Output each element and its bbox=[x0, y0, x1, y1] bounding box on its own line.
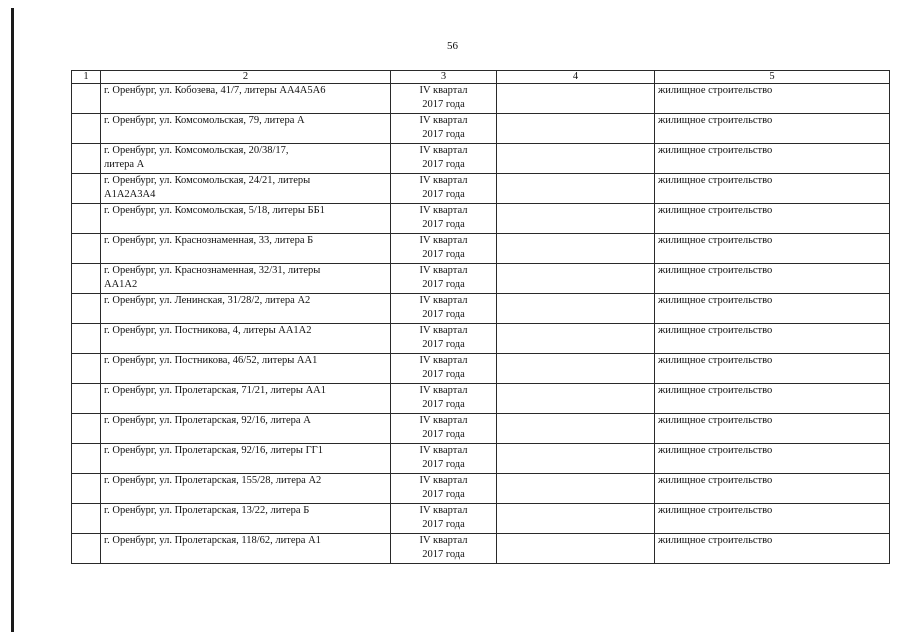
note-cell bbox=[497, 384, 655, 414]
period-line: 2017 года bbox=[422, 398, 465, 410]
period-cell bbox=[391, 504, 497, 534]
period-line: 2017 года bbox=[422, 308, 465, 320]
period-line: IV квартал bbox=[419, 295, 468, 306]
period-line: 2017 года bbox=[422, 158, 465, 170]
table-row bbox=[72, 444, 890, 474]
address-line: литера А bbox=[104, 158, 145, 170]
note-cell bbox=[497, 324, 655, 354]
data-table bbox=[71, 70, 890, 564]
period-line: IV квартал bbox=[419, 115, 468, 126]
address-line: г. Оренбург, ул. Постникова, 46/52, литеры АА1 bbox=[104, 355, 318, 366]
period-cell bbox=[391, 384, 497, 414]
period-cell bbox=[391, 414, 497, 444]
note-cell bbox=[497, 204, 655, 234]
address-line: г. Оренбург, ул. Комсомольская, 79, литера А bbox=[104, 115, 305, 126]
address-line: г. Оренбург, ул. Комсомольская, 20/38/17, bbox=[104, 145, 289, 156]
purpose-cell: жилищное строительство bbox=[655, 414, 890, 444]
address-cell bbox=[101, 174, 391, 204]
purpose-cell: жилищное строительство bbox=[655, 144, 890, 174]
page-number: 56 bbox=[447, 40, 458, 52]
address-cell bbox=[101, 414, 391, 444]
period-line: IV квартал bbox=[419, 85, 468, 96]
row-number-cell bbox=[72, 444, 101, 474]
purpose-cell: жилищное строительство bbox=[655, 534, 890, 564]
row-number-cell bbox=[72, 474, 101, 504]
period-cell bbox=[391, 534, 497, 564]
table-row bbox=[72, 234, 890, 264]
period-line: IV квартал bbox=[419, 325, 468, 336]
table-row bbox=[72, 204, 890, 234]
address-cell bbox=[101, 504, 391, 534]
period-line: 2017 года bbox=[422, 278, 465, 290]
address-line: г. Оренбург, ул. Пролетарская, 71/21, литеры АА1 bbox=[104, 385, 327, 396]
address-cell bbox=[101, 444, 391, 474]
period-line: 2017 года bbox=[422, 338, 465, 350]
row-number-cell bbox=[72, 294, 101, 324]
table-row bbox=[72, 264, 890, 294]
address-cell bbox=[101, 354, 391, 384]
address-line: г. Оренбург, ул. Пролетарская, 118/62, литера А1 bbox=[104, 535, 321, 546]
period-cell bbox=[391, 294, 497, 324]
purpose-cell: жилищное строительство bbox=[655, 114, 890, 144]
period-cell bbox=[391, 354, 497, 384]
header-cell-1: 1 bbox=[72, 71, 101, 84]
note-cell bbox=[497, 294, 655, 324]
period-line: 2017 года bbox=[422, 98, 465, 110]
row-number-cell bbox=[72, 204, 101, 234]
row-number-cell bbox=[72, 414, 101, 444]
purpose-cell: жилищное строительство bbox=[655, 354, 890, 384]
row-number-cell bbox=[72, 384, 101, 414]
period-cell bbox=[391, 204, 497, 234]
period-cell bbox=[391, 114, 497, 144]
period-line: 2017 года bbox=[422, 518, 465, 530]
purpose-cell: жилищное строительство bbox=[655, 474, 890, 504]
table-row bbox=[72, 174, 890, 204]
address-line: г. Оренбург, ул. Постникова, 4, литеры АА1А2 bbox=[104, 325, 312, 336]
period-cell bbox=[391, 474, 497, 504]
period-line: IV квартал bbox=[419, 445, 468, 456]
period-line: IV квартал bbox=[419, 205, 468, 216]
purpose-cell: жилищное строительство bbox=[655, 84, 890, 114]
period-cell bbox=[391, 324, 497, 354]
address-line: г. Оренбург, ул. Пролетарская, 13/22, литера Б bbox=[104, 505, 310, 516]
table-header-row bbox=[72, 71, 890, 84]
period-cell bbox=[391, 234, 497, 264]
period-cell bbox=[391, 264, 497, 294]
period-line: IV квартал bbox=[419, 535, 468, 546]
note-cell bbox=[497, 414, 655, 444]
purpose-cell: жилищное строительство bbox=[655, 324, 890, 354]
note-cell bbox=[497, 444, 655, 474]
row-number-cell bbox=[72, 234, 101, 264]
address-line: г. Оренбург, ул. Ленинская, 31/28/2, литера А2 bbox=[104, 295, 311, 306]
period-line: IV квартал bbox=[419, 235, 468, 246]
period-line: 2017 года bbox=[422, 368, 465, 380]
period-line: 2017 года bbox=[422, 218, 465, 230]
period-cell bbox=[391, 144, 497, 174]
row-number-cell bbox=[72, 84, 101, 114]
address-line: АА1А2 bbox=[104, 278, 138, 290]
period-line: IV квартал bbox=[419, 265, 468, 276]
address-cell bbox=[101, 84, 391, 114]
note-cell bbox=[497, 354, 655, 384]
note-cell bbox=[497, 174, 655, 204]
address-cell bbox=[101, 204, 391, 234]
row-number-cell bbox=[72, 324, 101, 354]
note-cell bbox=[497, 234, 655, 264]
period-line: IV квартал bbox=[419, 145, 468, 156]
note-cell bbox=[497, 504, 655, 534]
row-number-cell bbox=[72, 354, 101, 384]
address-line: г. Оренбург, ул. Комсомольская, 5/18, литеры ББ1 bbox=[104, 205, 325, 216]
note-cell bbox=[497, 144, 655, 174]
period-line: 2017 года bbox=[422, 128, 465, 140]
address-line: г. Оренбург, ул. Пролетарская, 92/16, литера А bbox=[104, 415, 311, 426]
address-cell bbox=[101, 144, 391, 174]
header-cell-4: 4 bbox=[497, 71, 655, 84]
note-cell bbox=[497, 114, 655, 144]
note-cell bbox=[497, 264, 655, 294]
table-row bbox=[72, 114, 890, 144]
period-line: IV квартал bbox=[419, 475, 468, 486]
table-row bbox=[72, 144, 890, 174]
period-line: 2017 года bbox=[422, 548, 465, 560]
address-cell bbox=[101, 234, 391, 264]
address-cell bbox=[101, 294, 391, 324]
period-cell bbox=[391, 84, 497, 114]
address-line: г. Оренбург, ул. Краснознаменная, 33, литера Б bbox=[104, 235, 314, 246]
purpose-cell: жилищное строительство bbox=[655, 294, 890, 324]
address-cell bbox=[101, 324, 391, 354]
purpose-cell: жилищное строительство bbox=[655, 444, 890, 474]
address-cell bbox=[101, 264, 391, 294]
table-row bbox=[72, 84, 890, 114]
row-number-cell bbox=[72, 534, 101, 564]
table-row bbox=[72, 354, 890, 384]
table-row bbox=[72, 324, 890, 354]
period-line: IV квартал bbox=[419, 385, 468, 396]
row-number-cell bbox=[72, 174, 101, 204]
header-cell-5: 5 bbox=[655, 71, 890, 84]
period-line: 2017 года bbox=[422, 188, 465, 200]
address-line: г. Оренбург, ул. Краснознаменная, 32/31, литеры bbox=[104, 265, 321, 276]
period-cell bbox=[391, 174, 497, 204]
period-line: IV квартал bbox=[419, 355, 468, 366]
address-line: г. Оренбург, ул. Пролетарская, 92/16, литеры ГГ1 bbox=[104, 445, 323, 456]
period-line: 2017 года bbox=[422, 488, 465, 500]
table-row bbox=[72, 534, 890, 564]
address-cell bbox=[101, 474, 391, 504]
address-cell bbox=[101, 384, 391, 414]
address-cell bbox=[101, 114, 391, 144]
header-cell-2: 2 bbox=[101, 71, 391, 84]
period-line: 2017 года bbox=[422, 428, 465, 440]
address-line: г. Оренбург, ул. Кобозева, 41/7, литеры АА4А5А6 bbox=[104, 85, 326, 96]
row-number-cell bbox=[72, 144, 101, 174]
note-cell bbox=[497, 84, 655, 114]
purpose-cell: жилищное строительство bbox=[655, 234, 890, 264]
period-line: IV квартал bbox=[419, 175, 468, 186]
table-row bbox=[72, 384, 890, 414]
left-margin-bar bbox=[11, 8, 14, 632]
header-cell-3: 3 bbox=[391, 71, 497, 84]
period-line: IV квартал bbox=[419, 505, 468, 516]
purpose-cell: жилищное строительство bbox=[655, 384, 890, 414]
period-line: 2017 года bbox=[422, 458, 465, 470]
purpose-cell: жилищное строительство bbox=[655, 204, 890, 234]
purpose-cell: жилищное строительство bbox=[655, 264, 890, 294]
table-row bbox=[72, 474, 890, 504]
address-line: г. Оренбург, ул. Комсомольская, 24/21, литеры bbox=[104, 175, 311, 186]
row-number-cell bbox=[72, 504, 101, 534]
address-line: г. Оренбург, ул. Пролетарская, 155/28, литера А2 bbox=[104, 475, 322, 486]
period-cell bbox=[391, 444, 497, 474]
address-cell bbox=[101, 534, 391, 564]
period-line: 2017 года bbox=[422, 248, 465, 260]
note-cell bbox=[497, 474, 655, 504]
address-line: А1А2А3А4 bbox=[104, 188, 156, 200]
purpose-cell: жилищное строительство bbox=[655, 504, 890, 534]
period-line: IV квартал bbox=[419, 415, 468, 426]
table-row bbox=[72, 414, 890, 444]
purpose-cell: жилищное строительство bbox=[655, 174, 890, 204]
table-row bbox=[72, 504, 890, 534]
note-cell bbox=[497, 534, 655, 564]
row-number-cell bbox=[72, 264, 101, 294]
table-row bbox=[72, 294, 890, 324]
row-number-cell bbox=[72, 114, 101, 144]
